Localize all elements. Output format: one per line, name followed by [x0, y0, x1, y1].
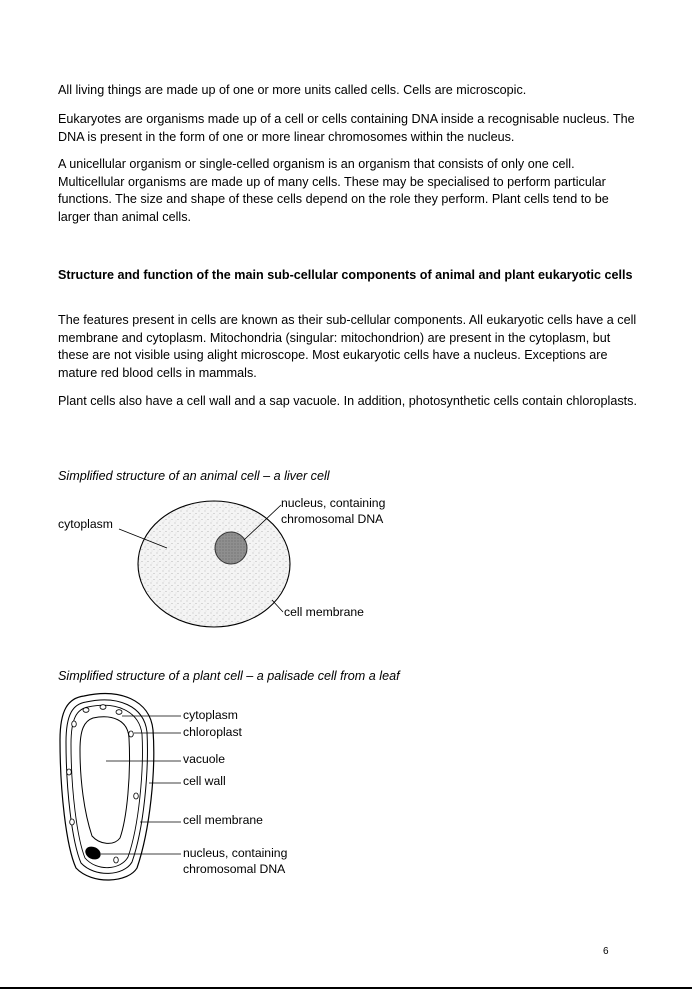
chloroplast	[134, 793, 139, 799]
section-paragraph-1: The features present in cells are known as their sub-cellular components. All eukaryotic cells have a cell membrane and cytoplasm. Mitochondria (singular: mitochondrion) are present in the cytoplasm, but these are not visible using alight microscope. Most eukaryotic cells have a nucleus. Exceptions are mature red blood cells in mammals.	[58, 313, 637, 380]
chloroplast	[67, 769, 72, 775]
chloroplast	[129, 731, 134, 737]
plant-cell-caption: Simplified structure of a plant cell – a palisade cell from a leaf	[58, 669, 400, 683]
animal-cytoplasm-label: cytoplasm	[58, 517, 113, 531]
plant-cell-wall-label: cell wall	[183, 774, 226, 788]
plant-cell-membrane-label: cell membrane	[183, 813, 263, 827]
page-number: 6	[603, 946, 609, 957]
section-paragraph-2: Plant cells also have a cell wall and a sap vacuole. In addition, photosynthetic cells contain chloroplasts.	[58, 394, 637, 408]
chloroplast	[70, 819, 75, 825]
bottom-divider	[0, 987, 692, 989]
animal-nucleus-label-line2: chromosomal DNA	[281, 512, 384, 526]
plant-nucleus-label-line2: chromosomal DNA	[183, 862, 286, 876]
chloroplast	[116, 710, 122, 715]
plant-nucleus-label-line1: nucleus, containing	[183, 846, 288, 860]
intro-paragraph-3: A unicellular organism or single-celled organism is an organism that consists of only one cell. Multicellular organisms are made up of many cells. These may be specialised to perform particular functions. The size and shape of these cells depend on the role they perform. Plant cells tend to be larger than animal cells.	[58, 157, 609, 224]
chloroplast	[72, 721, 77, 727]
plant-cytoplasm-label: cytoplasm	[183, 708, 238, 722]
chloroplast	[100, 705, 106, 710]
plant-cell-vacuole	[80, 717, 130, 844]
animal-membrane-label: cell membrane	[284, 605, 364, 619]
chloroplast	[114, 857, 119, 863]
animal-nucleus-label-line1: nucleus, containing	[281, 496, 386, 510]
section-heading: Structure and function of the main sub-cellular components of animal and plant eukaryotic cells	[58, 268, 633, 282]
intro-paragraph-1: All living things are made up of one or more units called cells. Cells are microscopic.	[58, 83, 527, 97]
plant-vacuole-label: vacuole	[183, 752, 226, 766]
plant-chloroplast-label: chloroplast	[183, 725, 242, 739]
intro-paragraph-2: Eukaryotes are organisms made up of a cell or cells containing DNA inside a recognisable nucleus. The DNA is present in the form of one or more linear chromosomes within the nucleus.	[58, 112, 635, 144]
animal-cell-caption: Simplified structure of an animal cell – a liver cell	[58, 469, 330, 483]
chloroplast	[83, 708, 89, 713]
